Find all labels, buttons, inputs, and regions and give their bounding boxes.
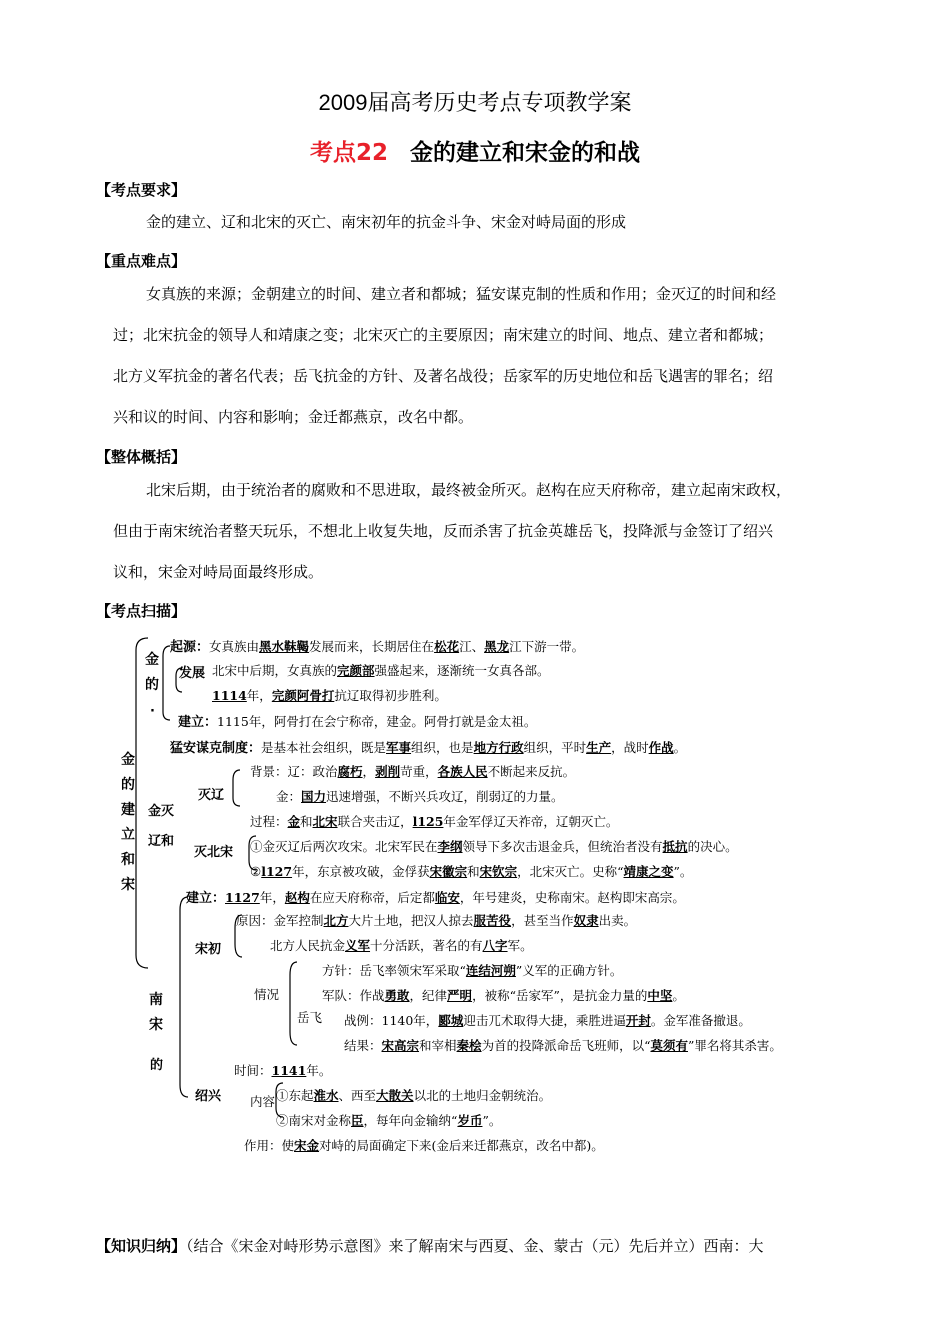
- overview-line: 北宋后期，由于统治者的腐败和不思进取，最终被金所灭。赵构在应天府称帝，建立起南宋政权，: [146, 481, 792, 499]
- outline-root-label: 金的建立和宋: [121, 752, 135, 893]
- key-points-line: 兴和议的时间、内容和影响；金迁都燕京，改名中都。: [113, 408, 474, 426]
- key-points-line: 女真族的来源；金朝建立的时间、建立者和都城；猛安谋克制的性质和作用；金灭辽的时间和经: [146, 285, 777, 303]
- section-summary-head: 【知识归纳】: [96, 1237, 187, 1255]
- topic-name: 金的建立和宋金的和战: [410, 140, 640, 166]
- key-points-line: 过；北宋抗金的领导人和靖康之变；北宋灭亡的主要原因；南宋建立的时间、地点、建立者和都城；: [113, 326, 774, 344]
- requirements-text: 金的建立、辽和北宋的灭亡、南宋初年的抗金斗争、宋金对峙局面的形成: [146, 213, 627, 231]
- section-key-points-head: 【重点难点】: [96, 252, 187, 270]
- section-requirements-head: 【考点要求】: [96, 181, 187, 199]
- outline-develop-label: 发展: [179, 666, 206, 681]
- outline-qingkuang-label: 情况: [254, 987, 280, 1002]
- outline-jin-clip: ·: [150, 704, 155, 719]
- outline-shaoxing-label: 绍兴: [195, 1089, 222, 1104]
- section-overview-head: 【整体概括】: [96, 448, 187, 466]
- outline-liaohe-label: 辽和: [148, 834, 175, 849]
- outline-battle: 战例：1140年，郾城迎击兀术取得大捷，乘胜进逼开封。金军准备撤退。: [344, 1013, 751, 1028]
- outline-shaoxing-content-1: ①东起淮水、西至大散关以北的土地归金朝统治。: [276, 1088, 552, 1103]
- summary-line: [96, 1235, 764, 1256]
- doc-title: 2009届高考历史考点专项教学案: [318, 90, 632, 115]
- outline-develop-1: 北宋中后期，女真族的完颜部强盛起来，逐渐统一女真各部。: [212, 663, 550, 678]
- outline-develop-2: 1114年，完颜阿骨打抗辽取得初步胜利。: [212, 688, 447, 703]
- outline-miebeisong-label: 灭北宋: [194, 845, 234, 860]
- outline-mengan-system: 猛安谋克制度：是基本社会组织，既是军事组织，也是地方行政组织，平时生产，战时作战。: [170, 740, 687, 756]
- section-scan-head: 【考点扫描】: [96, 602, 187, 620]
- summary-text: （结合《宋金对峙形势示意图》来了解南宋与西夏、金、蒙古（元）先后并立）西南：大: [186, 1237, 764, 1255]
- outline-shaoxing-content-2: ②南宋对金称臣，每年向金输纳“岁币”。: [276, 1113, 502, 1128]
- key-points-line: 北方义军抗金的著名代表；岳飞抗金的方针、及著名战役；岳家军的历史地位和岳飞遇害的罪名；绍: [113, 367, 774, 385]
- outline-nansong-label: 南宋: [149, 992, 163, 1033]
- outline-result: 结果：宋高宗和宰相秦桧为首的投降派命岳飞班师，以“莫须有”罪名将其杀害。: [344, 1038, 782, 1053]
- outline-background-1: 背景：辽：政治腐朽，剥削苛重，各族人民不断起来反抗。: [250, 764, 576, 779]
- outline-jinmie-label: 金灭: [148, 804, 175, 819]
- outline-northern-song-2: ②l127年，东京被攻破，金俘获宋徽宗和宋钦宗，北宋灭亡。史称“靖康之变”。: [250, 864, 693, 879]
- outline-process: 过程：金和北宋联合夹击辽，l125年金军俘辽天祚帝，辽朝灭亡。: [250, 814, 619, 829]
- outline-background-2: 金：国力迅速增强，不断兴兵攻辽，削弱辽的力量。: [276, 789, 564, 804]
- outline-songchu-label: 宋初: [195, 942, 222, 957]
- outline-nansong-clip: 的: [150, 1058, 164, 1073]
- outline-northern-resistance: 北方人民抗金义军十分活跃，著名的有八字军。: [270, 938, 533, 953]
- outline-yuefei-label: 岳飞: [297, 1010, 323, 1025]
- outline-reason: 原因：金军控制北方大片土地，把汉人掠去服苦役，甚至当作奴隶出卖。: [236, 913, 637, 928]
- outline-jin-label: 金的: [145, 652, 159, 693]
- outline-shaoxing-effect: 作用：使宋金对峙的局面确定下来(金后来迁都燕京，改名中都)。: [244, 1138, 604, 1153]
- outline-founding: 建立：1115年，阿骨打在会宁称帝，建金。阿骨打就是金太祖。: [178, 714, 537, 730]
- overview-line: 但由于南宋统治者整天玩乐，不想北上收复失地，反而杀害了抗金英雄岳飞，投降派与金签订了绍兴: [113, 522, 774, 540]
- overview-line: 议和，宋金对峙局面最终形成。: [113, 563, 324, 581]
- outline-southern-song-founding: 建立：1127年，赵构在应天府称帝，后定都临安，年号建炎，史称南宋。赵构即宋高宗。: [186, 890, 685, 906]
- outline-mieliao-label: 灭辽: [198, 788, 225, 803]
- outline-shaoxing-content-label: 内容: [250, 1094, 276, 1109]
- outline-strategy: 方针：岳飞率领宋军采取“连结河朔”义军的正确方针。: [322, 963, 623, 978]
- topic-number: 考点22: [309, 140, 388, 166]
- outline-shaoxing-time: 时间：1141年。: [234, 1063, 332, 1078]
- outline-origin: 起源：女真族由黑水靺鞨发展而来，长期居住在松花江、黑龙江下游一带。: [170, 639, 585, 655]
- outline-army: 军队：作战勇敢，纪律严明，被称“岳家军”，是抗金力量的中坚。: [322, 988, 685, 1003]
- outline-northern-song-1: ①金灭辽后两次攻宋。北宋军民在李纲领导下多次击退金兵，但统治者没有抵抗的决心。: [250, 839, 738, 854]
